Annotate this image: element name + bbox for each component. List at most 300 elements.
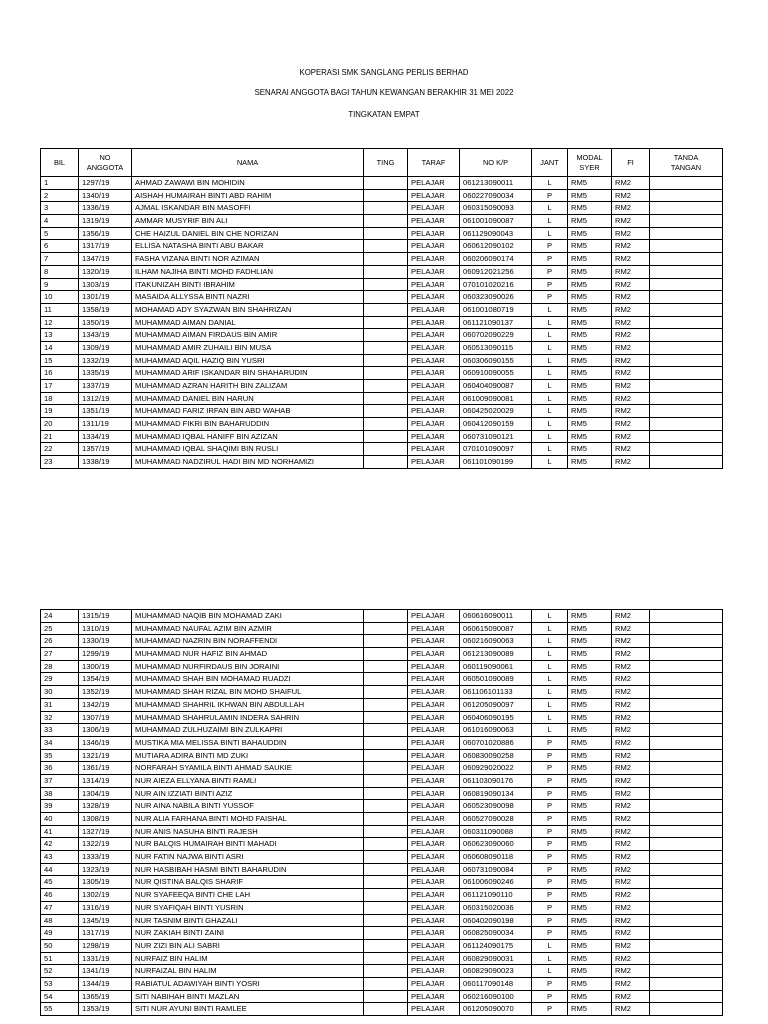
cell-ting (364, 189, 408, 202)
cell-no-kp: 060523090098 (460, 800, 532, 813)
cell-jant: P (532, 813, 568, 826)
cell-modal-syer: RM5 (568, 1003, 612, 1016)
cell-no-anggota: 1321/19 (79, 749, 132, 762)
cell-tanda-tangan (650, 177, 723, 190)
cell-nama: NUR AINA NABILA BINTI YUSSOF (132, 800, 364, 813)
cell-fi: RM2 (612, 711, 650, 724)
cell-ting (364, 316, 408, 329)
cell-bil: 41 (41, 825, 79, 838)
cell-nama: MUHAMMAD NAUFAL AZIM BIN AZMIR (132, 622, 364, 635)
cell-tanda-tangan (650, 430, 723, 443)
cell-nama: MUHAMMAD DANIEL BIN HARUN (132, 392, 364, 405)
col-header-nama: NAMA (132, 149, 364, 177)
cell-modal-syer: RM5 (568, 456, 612, 469)
cell-tanda-tangan (650, 610, 723, 623)
cell-taraf: PELAJAR (408, 278, 460, 291)
table-row (41, 227, 723, 240)
table-row (41, 202, 723, 215)
cell-no-anggota: 1352/19 (79, 686, 132, 699)
cell-no-kp: 061101090199 (460, 456, 532, 469)
cell-tanda-tangan (650, 329, 723, 342)
cell-bil: 37 (41, 774, 79, 787)
cell-taraf: PELAJAR (408, 253, 460, 266)
cell-nama: ILHAM NAJIHA BINTI MOHD FADHLIAN (132, 265, 364, 278)
cell-jant: L (532, 316, 568, 329)
cell-ting (364, 354, 408, 367)
cell-tanda-tangan (650, 901, 723, 914)
table-row (41, 813, 723, 826)
cell-tanda-tangan (650, 215, 723, 228)
cell-no-kp: 060829090031 (460, 952, 532, 965)
cell-fi: RM2 (612, 392, 650, 405)
cell-fi: RM2 (612, 990, 650, 1003)
cell-fi: RM2 (612, 686, 650, 699)
cell-bil: 2 (41, 189, 79, 202)
cell-nama: AISHAH HUMAIRAH BINTI ABD RAHIM (132, 189, 364, 202)
cell-modal-syer: RM5 (568, 863, 612, 876)
cell-taraf: PELAJAR (408, 177, 460, 190)
cell-modal-syer: RM5 (568, 851, 612, 864)
cell-jant: P (532, 889, 568, 902)
cell-nama: SITI NABIHAH BINTI MAZLAN (132, 990, 364, 1003)
cell-ting (364, 838, 408, 851)
cell-nama: AMMAR MUSYRIF BIN ALI (132, 215, 364, 228)
cell-bil: 3 (41, 202, 79, 215)
cell-tanda-tangan (650, 622, 723, 635)
cell-ting (364, 736, 408, 749)
cell-ting (364, 749, 408, 762)
cell-jant: L (532, 430, 568, 443)
cell-tanda-tangan (650, 202, 723, 215)
cell-no-anggota: 1306/19 (79, 724, 132, 737)
cell-nama: MUHAMMAD IQBAL SHAQIMI BIN RUSLI (132, 443, 364, 456)
cell-ting (364, 341, 408, 354)
cell-ting (364, 990, 408, 1003)
table-row (41, 635, 723, 648)
cell-taraf: PELAJAR (408, 698, 460, 711)
cell-jant: L (532, 227, 568, 240)
cell-tanda-tangan (650, 863, 723, 876)
cell-ting (364, 1003, 408, 1016)
cell-nama: MUHAMMAD IQBAL HANIFF BIN AZIZAN (132, 430, 364, 443)
cell-nama: MASAIDA ALLYSSA BINTI NAZRI (132, 291, 364, 304)
cell-nama: NUR SYAFIQAH BINTI YUSRIN (132, 901, 364, 914)
cell-no-kp: 070101020216 (460, 278, 532, 291)
cell-no-anggota: 1332/19 (79, 354, 132, 367)
cell-no-kp: 060731090084 (460, 863, 532, 876)
cell-tanda-tangan (650, 813, 723, 826)
cell-no-anggota: 1347/19 (79, 253, 132, 266)
cell-ting (364, 278, 408, 291)
cell-ting (364, 901, 408, 914)
cell-tanda-tangan (650, 724, 723, 737)
cell-jant: L (532, 686, 568, 699)
cell-taraf: PELAJAR (408, 202, 460, 215)
cell-no-anggota: 1350/19 (79, 316, 132, 329)
cell-taraf: PELAJAR (408, 215, 460, 228)
table-row (41, 889, 723, 902)
cell-bil: 49 (41, 927, 79, 940)
cell-taraf: PELAJAR (408, 813, 460, 826)
cell-modal-syer: RM5 (568, 405, 612, 418)
cell-modal-syer: RM5 (568, 977, 612, 990)
col-header-ting: TING (364, 149, 408, 177)
table-row (41, 443, 723, 456)
cell-nama: MUHAMMAD AMIR ZUHAILI BIN MUSA (132, 341, 364, 354)
cell-tanda-tangan (650, 392, 723, 405)
cell-fi: RM2 (612, 787, 650, 800)
cell-nama: MUHAMMAD ARIF ISKANDAR BIN SHAHARUDIN (132, 367, 364, 380)
table-row (41, 215, 723, 228)
cell-bil: 15 (41, 354, 79, 367)
cell-fi: RM2 (612, 952, 650, 965)
cell-tanda-tangan (650, 762, 723, 775)
cell-bil: 27 (41, 648, 79, 661)
cell-fi: RM2 (612, 316, 650, 329)
cell-nama: MUTIARA ADIRA BINTI MD ZUKI (132, 749, 364, 762)
cell-no-anggota: 1323/19 (79, 863, 132, 876)
cell-modal-syer: RM5 (568, 610, 612, 623)
cell-fi: RM2 (612, 825, 650, 838)
cell-jant: P (532, 901, 568, 914)
cell-ting (364, 851, 408, 864)
cell-fi: RM2 (612, 1003, 650, 1016)
cell-taraf: PELAJAR (408, 927, 460, 940)
cell-no-anggota: 1334/19 (79, 430, 132, 443)
cell-ting (364, 825, 408, 838)
cell-ting (364, 227, 408, 240)
cell-no-kp: 061001080719 (460, 303, 532, 316)
cell-taraf: PELAJAR (408, 838, 460, 851)
cell-no-anggota: 1342/19 (79, 698, 132, 711)
table-row (41, 863, 723, 876)
cell-bil: 19 (41, 405, 79, 418)
col-header-taraf: TARAF (408, 149, 460, 177)
cell-ting (364, 889, 408, 902)
cell-tanda-tangan (650, 635, 723, 648)
table-row (41, 914, 723, 927)
table-row (41, 927, 723, 940)
cell-fi: RM2 (612, 405, 650, 418)
cell-jant: L (532, 329, 568, 342)
cell-tanda-tangan (650, 711, 723, 724)
cell-no-kp: 061121090137 (460, 316, 532, 329)
cell-fi: RM2 (612, 774, 650, 787)
cell-no-anggota: 1316/19 (79, 901, 132, 914)
table-row (41, 939, 723, 952)
cell-nama: MUHAMMAD NURFIRDAUS BIN JORAINI (132, 660, 364, 673)
cell-modal-syer: RM5 (568, 787, 612, 800)
cell-modal-syer: RM5 (568, 177, 612, 190)
cell-no-kp: 060406090195 (460, 711, 532, 724)
cell-bil: 28 (41, 660, 79, 673)
cell-tanda-tangan (650, 240, 723, 253)
cell-modal-syer: RM5 (568, 316, 612, 329)
cell-no-kp: 060910090055 (460, 367, 532, 380)
cell-fi: RM2 (612, 354, 650, 367)
cell-modal-syer: RM5 (568, 392, 612, 405)
cell-jant: P (532, 977, 568, 990)
cell-ting (364, 927, 408, 940)
cell-no-kp: 060702090229 (460, 329, 532, 342)
cell-taraf: PELAJAR (408, 316, 460, 329)
cell-tanda-tangan (650, 443, 723, 456)
cell-taraf: PELAJAR (408, 648, 460, 661)
cell-no-anggota: 1365/19 (79, 990, 132, 1003)
cell-no-anggota: 1314/19 (79, 774, 132, 787)
cell-taraf: PELAJAR (408, 329, 460, 342)
cell-tanda-tangan (650, 1003, 723, 1016)
cell-tanda-tangan (650, 367, 723, 380)
cell-jant: L (532, 380, 568, 393)
cell-taraf: PELAJAR (408, 354, 460, 367)
cell-no-anggota: 1340/19 (79, 189, 132, 202)
cell-no-anggota: 1310/19 (79, 622, 132, 635)
cell-no-kp: 060830090258 (460, 749, 532, 762)
cell-bil: 13 (41, 329, 79, 342)
cell-jant: P (532, 800, 568, 813)
cell-jant: P (532, 838, 568, 851)
cell-fi: RM2 (612, 800, 650, 813)
table-row (41, 456, 723, 469)
cell-jant: L (532, 456, 568, 469)
cell-ting (364, 303, 408, 316)
cell-bil: 39 (41, 800, 79, 813)
cell-bil: 25 (41, 622, 79, 635)
cell-bil: 34 (41, 736, 79, 749)
cell-fi: RM2 (612, 838, 650, 851)
cell-modal-syer: RM5 (568, 686, 612, 699)
cell-jant: P (532, 762, 568, 775)
cell-tanda-tangan (650, 889, 723, 902)
cell-fi: RM2 (612, 749, 650, 762)
cell-no-kp: 061213090089 (460, 648, 532, 661)
cell-ting (364, 329, 408, 342)
cell-modal-syer: RM5 (568, 265, 612, 278)
cell-jant: L (532, 610, 568, 623)
cell-no-kp: 061103090176 (460, 774, 532, 787)
cell-jant: L (532, 635, 568, 648)
cell-no-anggota: 1312/19 (79, 392, 132, 405)
cell-no-kp: 061129090043 (460, 227, 532, 240)
cell-nama: MUHAMMAD AIMAN DANIAL (132, 316, 364, 329)
cell-tanda-tangan (650, 939, 723, 952)
cell-fi: RM2 (612, 813, 650, 826)
table-row (41, 189, 723, 202)
table-row (41, 825, 723, 838)
table-row (41, 354, 723, 367)
table-row (41, 851, 723, 864)
cell-nama: MOHAMAD ADY SYAZWAN BIN SHAHRIZAN (132, 303, 364, 316)
cell-no-anggota: 1328/19 (79, 800, 132, 813)
cell-ting (364, 430, 408, 443)
cell-ting (364, 177, 408, 190)
cell-jant: L (532, 202, 568, 215)
cell-nama: NORFARAH SYAMILA BINTI AHMAD SAUKIE (132, 762, 364, 775)
cell-fi: RM2 (612, 610, 650, 623)
cell-bil: 17 (41, 380, 79, 393)
cell-ting (364, 291, 408, 304)
cell-modal-syer: RM5 (568, 367, 612, 380)
cell-tanda-tangan (650, 990, 723, 1003)
cell-no-kp: 060701020886 (460, 736, 532, 749)
cell-no-kp: 060306090155 (460, 354, 532, 367)
cell-fi: RM2 (612, 660, 650, 673)
cell-taraf: PELAJAR (408, 341, 460, 354)
cell-tanda-tangan (650, 227, 723, 240)
cell-bil: 30 (41, 686, 79, 699)
cell-fi: RM2 (612, 380, 650, 393)
cell-fi: RM2 (612, 367, 650, 380)
cell-ting (364, 774, 408, 787)
cell-no-anggota: 1354/19 (79, 673, 132, 686)
cell-modal-syer: RM5 (568, 253, 612, 266)
cell-tanda-tangan (650, 341, 723, 354)
cell-no-anggota: 1333/19 (79, 851, 132, 864)
cell-tanda-tangan (650, 851, 723, 864)
cell-no-kp: 060608090118 (460, 851, 532, 864)
cell-fi: RM2 (612, 443, 650, 456)
cell-jant: L (532, 965, 568, 978)
cell-jant: L (532, 724, 568, 737)
cell-jant: L (532, 405, 568, 418)
cell-no-anggota: 1320/19 (79, 265, 132, 278)
cell-bil: 8 (41, 265, 79, 278)
cell-no-anggota: 1303/19 (79, 278, 132, 291)
cell-jant: L (532, 354, 568, 367)
cell-no-anggota: 1317/19 (79, 927, 132, 940)
cell-ting (364, 686, 408, 699)
cell-fi: RM2 (612, 418, 650, 431)
cell-no-anggota: 1356/19 (79, 227, 132, 240)
member-table-part-2 (40, 609, 723, 1016)
cell-no-anggota: 1317/19 (79, 240, 132, 253)
cell-jant: L (532, 660, 568, 673)
cell-ting (364, 610, 408, 623)
cell-jant: L (532, 622, 568, 635)
cell-bil: 31 (41, 698, 79, 711)
cell-no-kp: 060402090198 (460, 914, 532, 927)
table-row (41, 278, 723, 291)
cell-jant: P (532, 851, 568, 864)
cell-fi: RM2 (612, 914, 650, 927)
cell-no-anggota: 1330/19 (79, 635, 132, 648)
cell-fi: RM2 (612, 965, 650, 978)
cell-tanda-tangan (650, 952, 723, 965)
cell-bil: 12 (41, 316, 79, 329)
cell-nama: RABIATUL ADAWIYAH BINTI YOSRI (132, 977, 364, 990)
cell-nama: NUR QISTINA BALQIS SHARIF (132, 876, 364, 889)
cell-tanda-tangan (650, 736, 723, 749)
cell-jant: P (532, 876, 568, 889)
cell-taraf: PELAJAR (408, 380, 460, 393)
table-row (41, 838, 723, 851)
cell-nama: NUR AIN IZZIATI BINTI AZIZ (132, 787, 364, 800)
cell-ting (364, 443, 408, 456)
cell-bil: 20 (41, 418, 79, 431)
cell-tanda-tangan (650, 265, 723, 278)
cell-modal-syer: RM5 (568, 825, 612, 838)
cell-taraf: PELAJAR (408, 749, 460, 762)
cell-no-anggota: 1346/19 (79, 736, 132, 749)
cell-bil: 23 (41, 456, 79, 469)
cell-taraf: PELAJAR (408, 418, 460, 431)
cell-nama: FASHA VIZANA BINTI NOR AZIMAN (132, 253, 364, 266)
cell-tanda-tangan (650, 787, 723, 800)
cell-no-kp: 060612090102 (460, 240, 532, 253)
cell-ting (364, 215, 408, 228)
cell-jant: P (532, 990, 568, 1003)
cell-bil: 33 (41, 724, 79, 737)
cell-taraf: PELAJAR (408, 673, 460, 686)
cell-taraf: PELAJAR (408, 456, 460, 469)
cell-jant: P (532, 253, 568, 266)
cell-taraf: PELAJAR (408, 291, 460, 304)
cell-no-kp: 060315020036 (460, 901, 532, 914)
cell-modal-syer: RM5 (568, 673, 612, 686)
cell-nama: MUHAMMAD SHAHRULAMIN INDERA SAHRIN (132, 711, 364, 724)
cell-modal-syer: RM5 (568, 622, 612, 635)
cell-fi: RM2 (612, 240, 650, 253)
cell-no-kp: 060616090011 (460, 610, 532, 623)
cell-tanda-tangan (650, 291, 723, 304)
cell-modal-syer: RM5 (568, 418, 612, 431)
cell-tanda-tangan (650, 876, 723, 889)
cell-no-kp: 060323090026 (460, 291, 532, 304)
cell-jant: P (532, 1003, 568, 1016)
cell-nama: NUR SYAFEEQA BINTI CHE LAH (132, 889, 364, 902)
cell-no-anggota: 1335/19 (79, 367, 132, 380)
cell-fi: RM2 (612, 889, 650, 902)
cell-taraf: PELAJAR (408, 622, 460, 635)
cell-modal-syer: RM5 (568, 800, 612, 813)
table-header-row (41, 149, 723, 177)
cell-modal-syer: RM5 (568, 965, 612, 978)
cell-tanda-tangan (650, 914, 723, 927)
cell-ting (364, 952, 408, 965)
cell-taraf: PELAJAR (408, 825, 460, 838)
cell-fi: RM2 (612, 215, 650, 228)
cell-no-kp: 060513090115 (460, 341, 532, 354)
table-row (41, 736, 723, 749)
cell-nama: MUHAMMAD NAZRIN BIN NORAFFENDI (132, 635, 364, 648)
table-row (41, 673, 723, 686)
cell-ting (364, 380, 408, 393)
cell-no-anggota: 1311/19 (79, 418, 132, 431)
cell-taraf: PELAJAR (408, 774, 460, 787)
cell-no-kp: 061205090097 (460, 698, 532, 711)
table-row (41, 648, 723, 661)
cell-bil: 18 (41, 392, 79, 405)
cell-nama: NURFAIZ BIN HALIM (132, 952, 364, 965)
cell-bil: 46 (41, 889, 79, 902)
cell-ting (364, 863, 408, 876)
cell-fi: RM2 (612, 851, 650, 864)
cell-bil: 45 (41, 876, 79, 889)
cell-taraf: PELAJAR (408, 265, 460, 278)
cell-fi: RM2 (612, 456, 650, 469)
cell-taraf: PELAJAR (408, 1003, 460, 1016)
cell-ting (364, 660, 408, 673)
cell-fi: RM2 (612, 927, 650, 940)
cell-no-anggota: 1305/19 (79, 876, 132, 889)
cell-no-kp: 060501090089 (460, 673, 532, 686)
cell-fi: RM2 (612, 939, 650, 952)
cell-nama: MUHAMMAD SHAHRIL IKHWAN BIN ABDULLAH (132, 698, 364, 711)
cell-modal-syer: RM5 (568, 990, 612, 1003)
cell-nama: AHMAD ZAWAWI BIN MOHIDIN (132, 177, 364, 190)
table-row (41, 724, 723, 737)
